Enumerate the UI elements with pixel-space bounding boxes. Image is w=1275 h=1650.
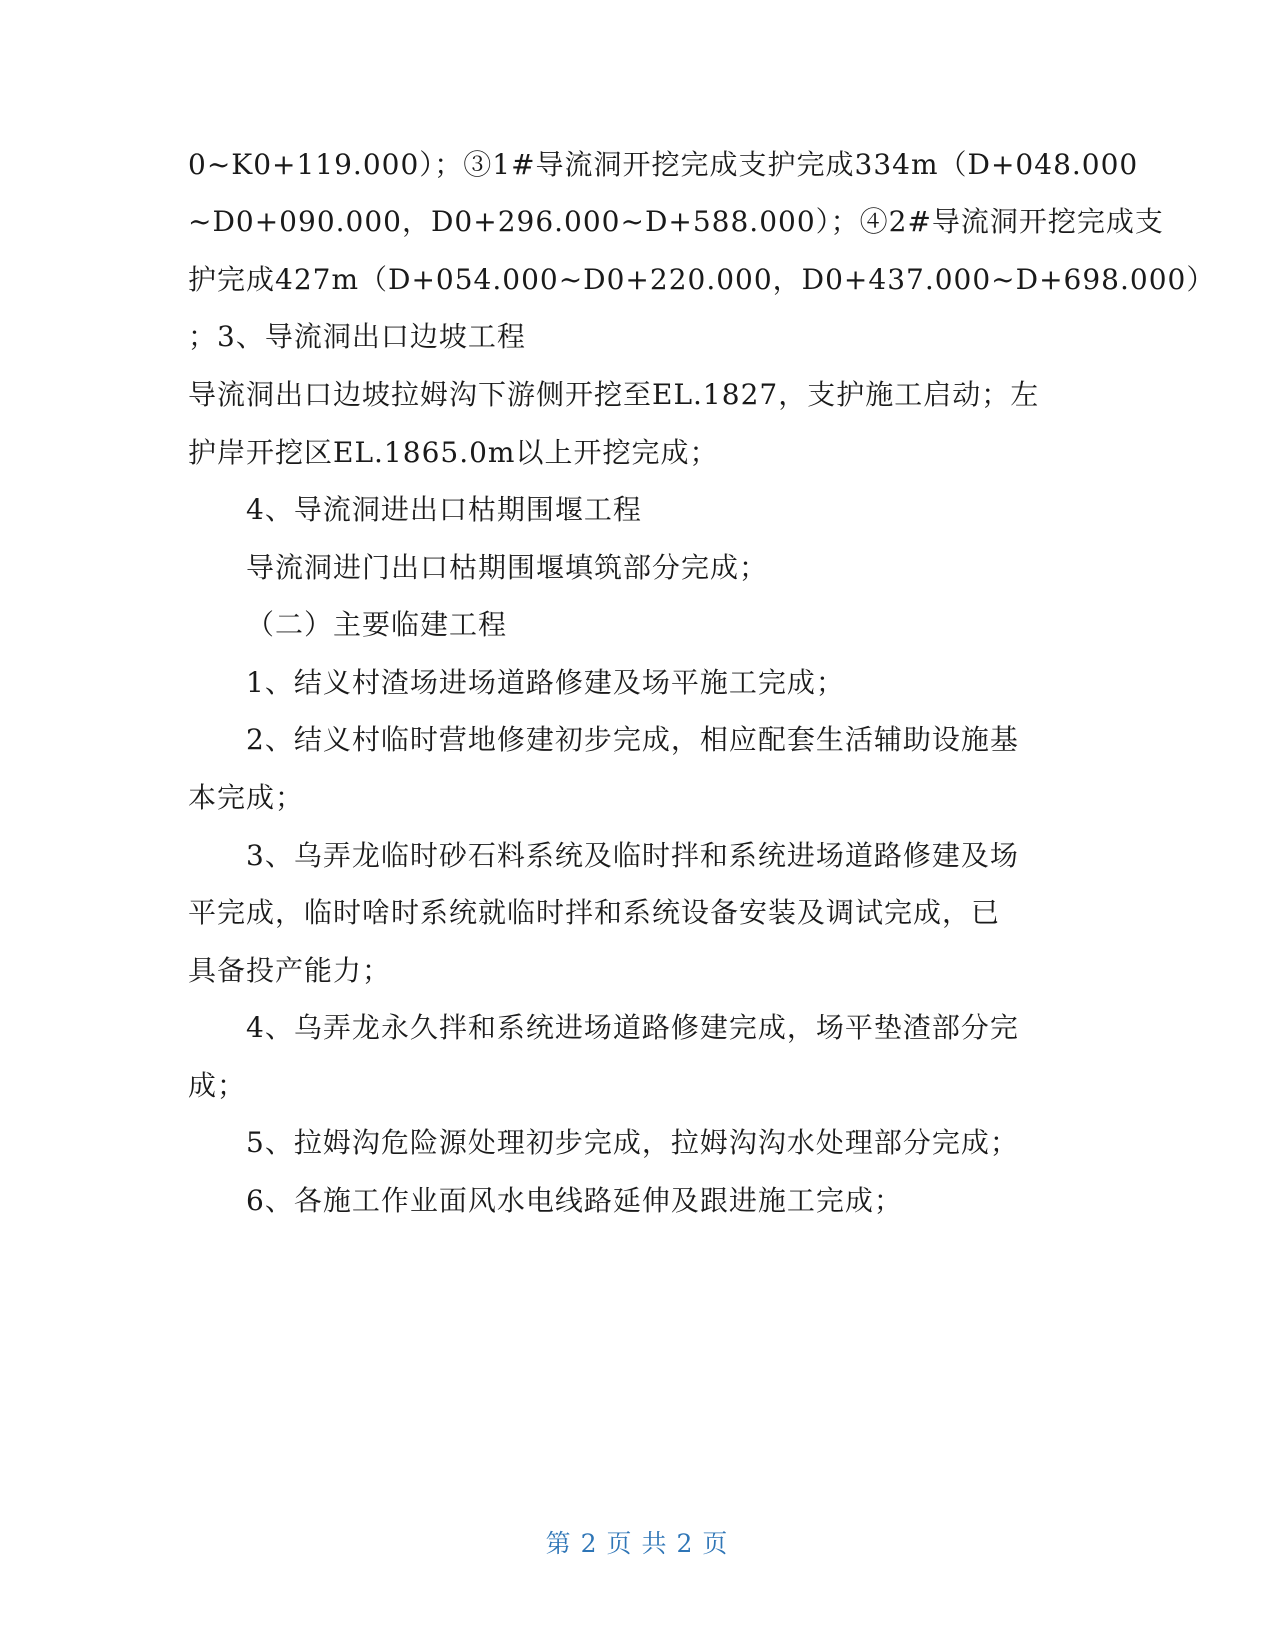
list-item: 4、乌弄龙永久拌和系统进场道路修建完成，场平垫渣部分完 <box>246 1011 1019 1044</box>
section-heading: 4、导流洞进出口枯期围堰工程 <box>246 493 642 526</box>
list-item: 1、结义村渣场进场道路修建及场平施工完成； <box>246 666 845 699</box>
text-line: 成； <box>188 1069 247 1102</box>
list-item: 6、各施工作业面风水电线路延伸及跟进施工完成； <box>246 1184 903 1217</box>
text-line: ~D0+090.000，D0+296.000~D+588.000）；④2#导流洞开挖完成支 <box>188 205 1164 238</box>
list-item: 3、乌弄龙临时砂石料系统及临时拌和系统进场道路修建及场 <box>246 839 1019 872</box>
list-item: 2、结义村临时营地修建初步完成，相应配套生活辅助设施基 <box>246 723 1019 756</box>
footer-total-unit: 页 <box>702 1529 730 1558</box>
footer-total-prefix: 共 <box>641 1529 669 1558</box>
text-line: 本完成； <box>188 781 305 814</box>
section-heading: （二）主要临建工程 <box>246 608 508 641</box>
page-footer <box>0 1528 1275 1560</box>
text-line: 导流洞出口边坡拉姆沟下游侧开挖至EL.1827，支护施工启动；左 <box>188 378 1040 411</box>
footer-page-unit: 页 <box>606 1529 634 1558</box>
current-page-number: 2 <box>580 1529 599 1558</box>
footer-prefix: 第 <box>545 1529 573 1558</box>
text-line: 0~K0+119.000）；③1#导流洞开挖完成支护完成334m（D+048.000 <box>188 148 1139 181</box>
text-line: 导流洞进门出口枯期围堰填筑部分完成； <box>246 551 769 584</box>
text-line: 平完成，临时啥时系统就临时拌和系统设备安装及调试完成，已 <box>188 896 1001 929</box>
text-line: 具备投产能力； <box>188 954 392 987</box>
section-heading: ；3、导流洞出口边坡工程 <box>188 320 526 353</box>
text-line: 护岸开挖区EL.1865.0m以上开挖完成； <box>188 436 719 469</box>
list-item: 5、拉姆沟危险源处理初步完成，拉姆沟沟水处理部分完成； <box>246 1126 1019 1159</box>
text-line: 护完成427m（D+054.000~D0+220.000，D0+437.000~D+698.000） <box>188 263 1216 296</box>
total-pages-number: 2 <box>676 1529 695 1558</box>
